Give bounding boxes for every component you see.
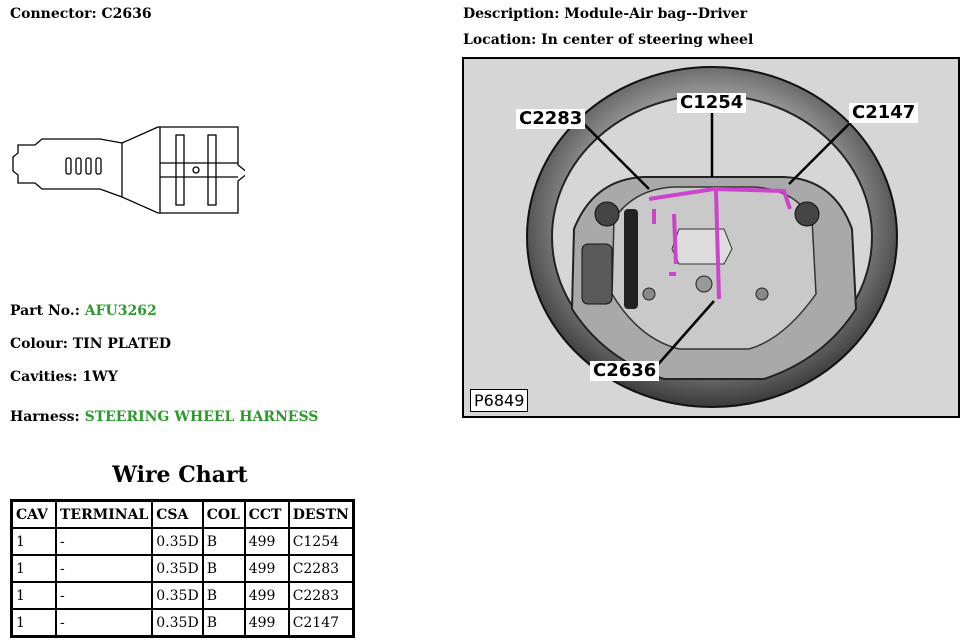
- wire-chart-table: [10, 499, 355, 638]
- part-no-label: Part No.:: [10, 303, 80, 319]
- cell-csa: 0.35D: [152, 582, 202, 609]
- part-no-field: [10, 303, 157, 319]
- wire-chart-title: Wire Chart: [112, 462, 248, 488]
- harness-label: Harness:: [10, 409, 80, 425]
- location-label: Location:: [463, 32, 537, 48]
- table-row: [12, 582, 354, 609]
- cell-terminal: -: [56, 555, 152, 582]
- cell-terminal: -: [56, 609, 152, 637]
- location-value: In center of steering wheel: [541, 32, 754, 48]
- connector-value: C2636: [101, 6, 152, 22]
- cell-col: B: [203, 609, 245, 637]
- cell-cct: 499: [245, 582, 289, 609]
- cavities-label: Cavities:: [10, 369, 78, 385]
- table-header-row: [12, 501, 354, 529]
- cell-cct: 499: [245, 528, 289, 555]
- header-cct: CCT: [245, 501, 289, 529]
- cell-destn: C2283: [289, 555, 354, 582]
- cell-csa: 0.35D: [152, 528, 202, 555]
- cell-csa: 0.35D: [152, 609, 202, 637]
- cell-cct: 499: [245, 609, 289, 637]
- callout-c2636: C2636: [590, 361, 659, 381]
- header-csa: CSA: [152, 501, 202, 529]
- header-terminal: TERMINAL: [56, 501, 152, 529]
- callout-c1254: C1254: [677, 93, 746, 113]
- header-cav: CAV: [12, 501, 57, 529]
- connector-field: [10, 6, 152, 22]
- table-row: [12, 555, 354, 582]
- cell-destn: C2147: [289, 609, 354, 637]
- part-no-value[interactable]: AFU3262: [84, 303, 157, 319]
- cell-destn: C2283: [289, 582, 354, 609]
- callout-c2283: C2283: [516, 109, 585, 129]
- connector-terminal-drawing: [10, 115, 245, 225]
- cavities-value: 1WY: [82, 369, 118, 385]
- cell-cct: 499: [245, 555, 289, 582]
- cell-cav: 1: [12, 609, 57, 637]
- cell-csa: 0.35D: [152, 555, 202, 582]
- cell-terminal: -: [56, 582, 152, 609]
- description-value: Module-Air bag--Driver: [564, 6, 748, 22]
- cell-cav: 1: [12, 582, 57, 609]
- cell-terminal: -: [56, 528, 152, 555]
- cell-col: B: [203, 528, 245, 555]
- header-col: COL: [203, 501, 245, 529]
- cell-col: B: [203, 582, 245, 609]
- header-destn: DESTN: [289, 501, 354, 529]
- cell-cav: 1: [12, 528, 57, 555]
- cavities-field: [10, 369, 118, 385]
- table-row: [12, 528, 354, 555]
- cell-destn: C1254: [289, 528, 354, 555]
- harness-value[interactable]: STEERING WHEEL HARNESS: [84, 409, 319, 425]
- colour-value: TIN PLATED: [72, 336, 172, 352]
- description-label: Description:: [463, 6, 560, 22]
- connector-label: Connector:: [10, 6, 97, 22]
- colour-label: Colour:: [10, 336, 68, 352]
- photo-reference-number: P6849: [470, 389, 528, 412]
- harness-field: [10, 409, 318, 425]
- location-photo: [462, 57, 960, 418]
- location-field: [463, 32, 753, 48]
- callout-c2147: C2147: [849, 103, 918, 123]
- description-field: [463, 6, 747, 22]
- table-row: [12, 609, 354, 637]
- cell-cav: 1: [12, 555, 57, 582]
- colour-field: [10, 336, 171, 352]
- cell-col: B: [203, 555, 245, 582]
